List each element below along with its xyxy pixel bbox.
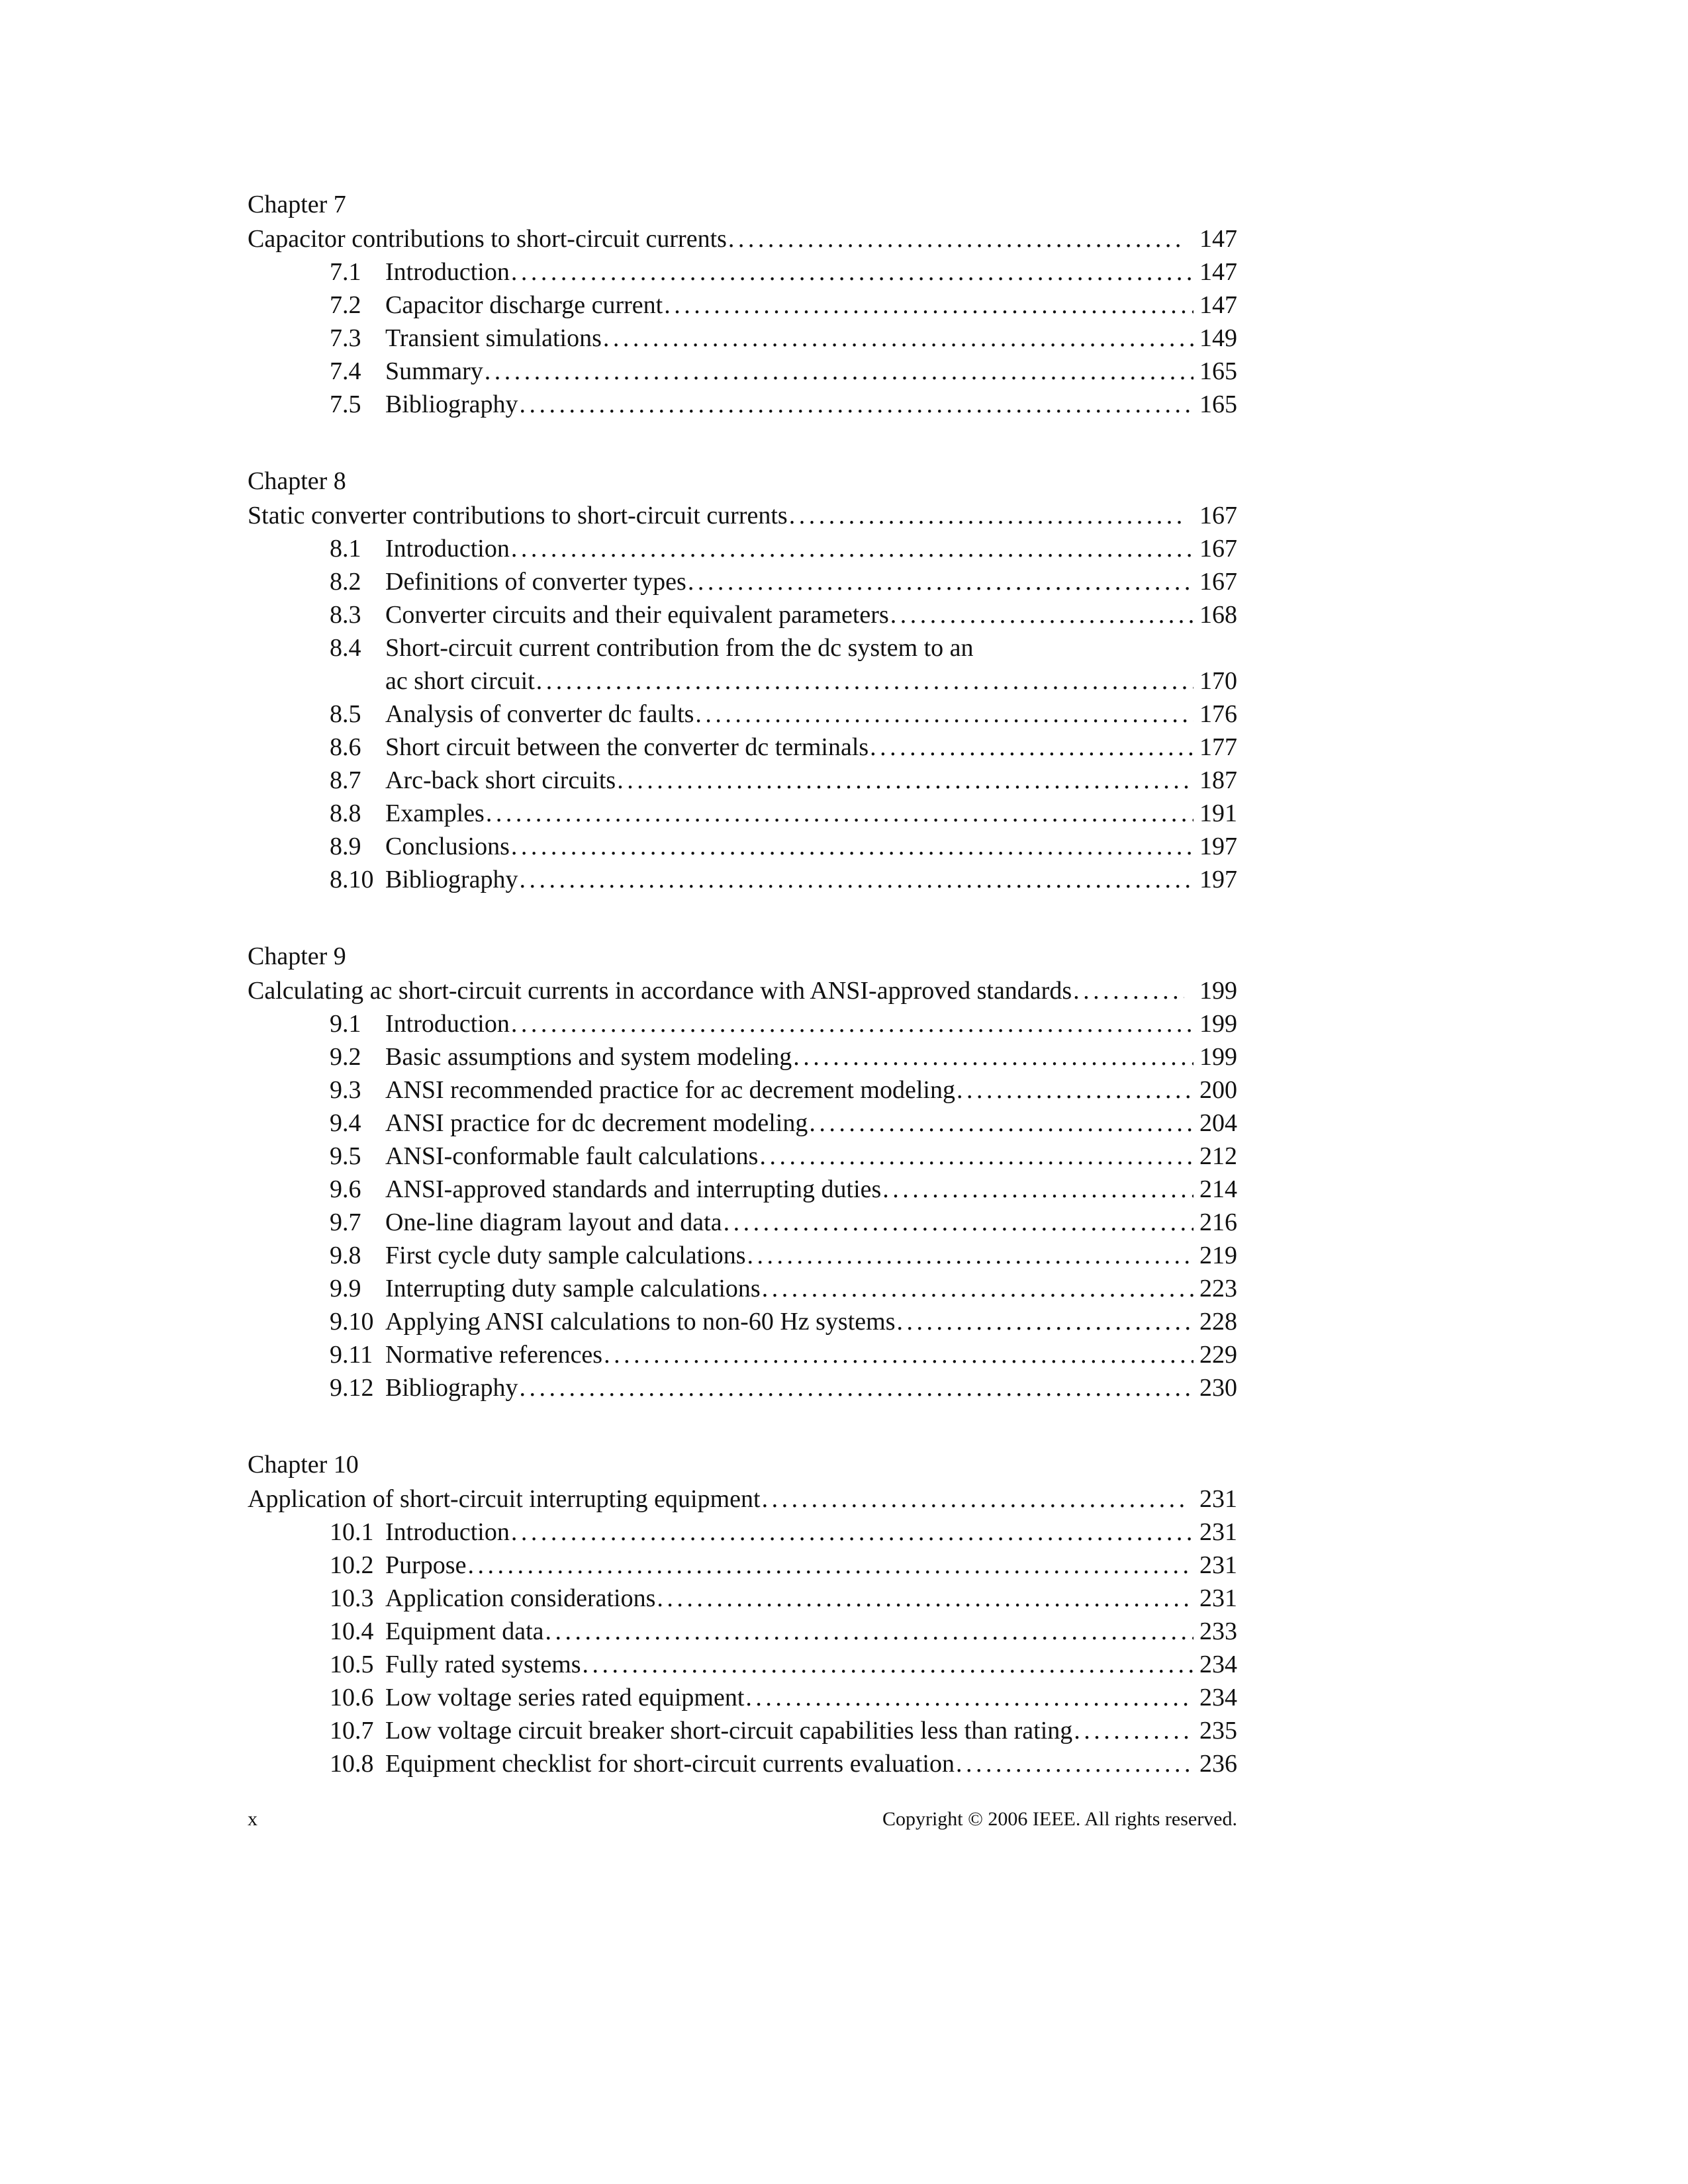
section-number: 10.2	[330, 1551, 374, 1579]
section-number: 7.3	[330, 324, 361, 352]
section-title: Analysis of converter dc faults	[385, 700, 694, 728]
toc-entry[interactable]	[248, 322, 1237, 355]
section-title: ANSI-approved standards and interrupting duties	[385, 1175, 882, 1203]
toc-entry[interactable]	[248, 355, 1237, 388]
page-number: 234	[1199, 1651, 1237, 1678]
section-number: 8.5	[330, 700, 361, 728]
toc-entry[interactable]	[248, 1516, 1237, 1549]
page-number: 197	[1199, 833, 1237, 860]
page-number: 229	[1199, 1341, 1237, 1369]
section-number: 8.2	[330, 568, 361, 596]
page-number: 168	[1199, 601, 1237, 629]
chapter-title-row[interactable]	[248, 499, 1237, 532]
leader-dots	[467, 1549, 1194, 1582]
toc-entry[interactable]	[248, 1272, 1237, 1305]
toc-entry[interactable]	[248, 1107, 1237, 1140]
page-number: 231	[1199, 1518, 1237, 1546]
page-number: 200	[1199, 1076, 1237, 1104]
leader-dots	[870, 731, 1194, 764]
toc-entry[interactable]	[248, 863, 1237, 896]
leader-dots	[511, 532, 1194, 565]
page-number: 231	[1199, 1485, 1237, 1513]
page-number: 234	[1199, 1684, 1237, 1711]
chapter-label: Chapter 10	[248, 1451, 359, 1479]
page-number: 212	[1199, 1142, 1237, 1170]
chapter-8	[248, 463, 1237, 896]
section-number: 9.1	[330, 1010, 361, 1038]
section-number: 10.8	[330, 1750, 374, 1778]
page-number: 199	[1199, 1010, 1237, 1038]
leader-dots	[793, 1040, 1194, 1073]
chapter-title: Calculating ac short-circuit currents in accordance with ANSI-approved standards	[248, 977, 1072, 1005]
section-title: Applying ANSI calculations to non-60 Hz systems	[385, 1308, 896, 1336]
page-number: 176	[1199, 700, 1237, 728]
section-title: Arc-back short circuits	[385, 766, 616, 794]
page-number: 165	[1199, 390, 1237, 418]
section-title: First cycle duty sample calculations	[385, 1242, 746, 1269]
section-number: 10.3	[330, 1584, 374, 1612]
section-title: Normative references	[385, 1341, 603, 1369]
page-number: 236	[1199, 1750, 1237, 1778]
toc-entry[interactable]	[248, 1206, 1237, 1239]
toc-entry[interactable]	[248, 532, 1237, 565]
toc-entry-continuation[interactable]	[248, 664, 1237, 698]
toc-entry[interactable]	[248, 1582, 1237, 1615]
page-number: 230	[1199, 1374, 1237, 1402]
toc-entry-first-line[interactable]	[248, 631, 1237, 664]
table-of-contents	[248, 187, 1237, 1823]
leader-dots	[664, 289, 1194, 322]
page-footer	[248, 1808, 1237, 1837]
toc-entry[interactable]	[248, 731, 1237, 764]
section-number: 10.6	[330, 1684, 374, 1711]
toc-entry[interactable]	[248, 289, 1237, 322]
leader-dots	[657, 1582, 1194, 1615]
section-number: 10.5	[330, 1651, 374, 1678]
toc-entry[interactable]	[248, 1747, 1237, 1780]
page-number: 223	[1199, 1275, 1237, 1302]
section-number: 10.1	[330, 1518, 374, 1546]
section-number: 8.4	[330, 634, 361, 662]
section-number: 10.4	[330, 1617, 374, 1645]
section-number: 9.12	[330, 1374, 374, 1402]
footer-page-number: x	[248, 1808, 258, 1830]
section-title: Fully rated systems	[385, 1651, 581, 1678]
section-number: 8.9	[330, 833, 361, 860]
toc-entry[interactable]	[248, 1305, 1237, 1338]
section-number: 7.5	[330, 390, 361, 418]
leader-dots	[762, 1482, 1184, 1516]
leader-dots	[956, 1747, 1194, 1780]
section-title: Interrupting duty sample calculations	[385, 1275, 761, 1302]
page-number: 197	[1199, 866, 1237, 893]
toc-entry[interactable]	[248, 388, 1237, 421]
leader-dots	[583, 1648, 1194, 1681]
toc-entry[interactable]	[248, 598, 1237, 631]
toc-entry[interactable]	[248, 698, 1237, 731]
leader-dots	[1074, 1714, 1194, 1747]
section-title: Equipment checklist for short-circuit currents evaluation	[385, 1750, 955, 1778]
leader-dots	[520, 863, 1194, 896]
section-title: Purpose	[385, 1551, 467, 1579]
toc-entry[interactable]	[248, 830, 1237, 863]
toc-entry[interactable]	[248, 1714, 1237, 1747]
section-number: 9.2	[330, 1043, 361, 1071]
toc-entry[interactable]	[248, 1073, 1237, 1107]
page-number: 165	[1199, 357, 1237, 385]
page-number: 235	[1199, 1717, 1237, 1745]
leader-dots	[604, 1338, 1194, 1371]
chapter-10	[248, 1447, 1237, 1780]
leader-dots	[759, 1140, 1194, 1173]
leader-dots	[882, 1173, 1194, 1206]
page-number: 199	[1199, 977, 1237, 1005]
section-number: 9.11	[330, 1341, 373, 1369]
toc-entry[interactable]	[248, 255, 1237, 289]
section-number: 7.1	[330, 258, 361, 286]
page-number: 231	[1199, 1584, 1237, 1612]
toc-entry[interactable]	[248, 1648, 1237, 1681]
toc-entry[interactable]	[248, 1681, 1237, 1714]
toc-entry[interactable]	[248, 1371, 1237, 1404]
leader-dots	[536, 664, 1194, 698]
section-number: 8.7	[330, 766, 361, 794]
leader-dots	[957, 1073, 1194, 1107]
chapter-title: Capacitor contributions to short-circuit currents	[248, 225, 727, 253]
toc-entry[interactable]	[248, 797, 1237, 830]
section-title: Low voltage series rated equipment	[385, 1684, 745, 1711]
leader-dots	[728, 222, 1184, 255]
section-title: One-line diagram layout and data	[385, 1208, 722, 1236]
chapter-title-row[interactable]	[248, 1482, 1237, 1516]
section-title: Capacitor discharge current	[385, 291, 663, 319]
page-number: 149	[1199, 324, 1237, 352]
section-number: 9.3	[330, 1076, 361, 1104]
leader-dots	[511, 255, 1194, 289]
page-number: 219	[1199, 1242, 1237, 1269]
page-number: 216	[1199, 1208, 1237, 1236]
leader-dots	[603, 322, 1194, 355]
section-number: 8.1	[330, 535, 361, 563]
toc-entry[interactable]	[248, 1239, 1237, 1272]
section-title: Application considerations	[385, 1584, 656, 1612]
section-title: ANSI-conformable fault calculations	[385, 1142, 759, 1170]
section-title: Definitions of converter types	[385, 568, 686, 596]
page-number: 147	[1199, 225, 1237, 253]
chapter-title-row[interactable]	[248, 974, 1237, 1007]
section-number: 8.8	[330, 799, 361, 827]
leader-dots	[762, 1272, 1194, 1305]
page-number: 231	[1199, 1551, 1237, 1579]
chapter-9	[248, 938, 1237, 1404]
toc-entry[interactable]	[248, 1140, 1237, 1173]
leader-dots	[545, 1615, 1194, 1648]
page-number: 187	[1199, 766, 1237, 794]
section-title: Short-circuit current contribution from the dc system to an	[385, 634, 974, 662]
toc-entry[interactable]	[248, 1007, 1237, 1040]
page-number: 167	[1199, 502, 1237, 529]
section-number: 9.6	[330, 1175, 361, 1203]
page-number: 177	[1199, 733, 1237, 761]
leader-dots	[745, 1681, 1194, 1714]
chapter-title: Static converter contributions to short-circuit currents	[248, 502, 788, 529]
section-number: 8.10	[330, 866, 374, 893]
leader-dots	[511, 830, 1194, 863]
toc-entry[interactable]	[248, 1549, 1237, 1582]
section-title: Summary	[385, 357, 483, 385]
page-number: 199	[1199, 1043, 1237, 1071]
toc-entry[interactable]	[248, 1338, 1237, 1371]
section-title: Transient simulations	[385, 324, 602, 352]
toc-entry[interactable]	[248, 1615, 1237, 1648]
section-title: Introduction	[385, 535, 510, 563]
page-number: 147	[1199, 291, 1237, 319]
section-title: Examples	[385, 799, 485, 827]
page-number: 204	[1199, 1109, 1237, 1137]
page-number: 147	[1199, 258, 1237, 286]
chapter-title-row[interactable]	[248, 222, 1237, 255]
page-number: 228	[1199, 1308, 1237, 1336]
section-number: 9.10	[330, 1308, 374, 1336]
section-title: Bibliography	[385, 866, 518, 893]
section-title: Conclusions	[385, 833, 510, 860]
section-title: Low voltage circuit breaker short-circuit capabilities less than rating	[385, 1717, 1073, 1745]
section-title: Equipment data	[385, 1617, 544, 1645]
footer-copyright: Copyright © 2006 IEEE. All rights reserved.	[882, 1808, 1237, 1830]
leader-dots	[520, 1371, 1194, 1404]
section-number: 10.7	[330, 1717, 374, 1745]
section-number: 7.2	[330, 291, 361, 319]
section-title: Introduction	[385, 258, 510, 286]
leader-dots	[896, 1305, 1194, 1338]
leader-dots	[617, 764, 1194, 797]
page-number: 214	[1199, 1175, 1237, 1203]
toc-entry[interactable]	[248, 1040, 1237, 1073]
chapter-label: Chapter 8	[248, 467, 346, 495]
leader-dots	[789, 499, 1184, 532]
section-title: Short circuit between the converter dc terminals	[385, 733, 869, 761]
leader-dots	[511, 1007, 1194, 1040]
section-number: 9.8	[330, 1242, 361, 1269]
leader-dots	[890, 598, 1194, 631]
leader-dots	[747, 1239, 1194, 1272]
chapter-title: Application of short-circuit interrupting equipment	[248, 1485, 761, 1513]
section-title: Converter circuits and their equivalent parameters	[385, 601, 889, 629]
page-number: 167	[1199, 568, 1237, 596]
chapter-label: Chapter 9	[248, 942, 346, 970]
leader-dots	[724, 1206, 1194, 1239]
section-title: ANSI practice for dc decrement modeling	[385, 1109, 808, 1137]
section-number: 7.4	[330, 357, 361, 385]
section-title-continuation: ac short circuit	[385, 667, 535, 695]
leader-dots	[486, 797, 1194, 830]
leader-dots	[688, 565, 1194, 598]
section-title: Bibliography	[385, 390, 518, 418]
section-title: Introduction	[385, 1010, 510, 1038]
leader-dots	[1073, 974, 1184, 1007]
chapter-label: Chapter 7	[248, 191, 346, 218]
section-number: 8.6	[330, 733, 361, 761]
chapter-7	[248, 187, 1237, 421]
leader-dots	[485, 355, 1194, 388]
leader-dots	[809, 1107, 1194, 1140]
leader-dots	[520, 388, 1194, 421]
section-number: 9.9	[330, 1275, 361, 1302]
section-title: ANSI recommended practice for ac decrement modeling	[385, 1076, 955, 1104]
page-number: 167	[1199, 535, 1237, 563]
section-title: Basic assumptions and system modeling	[385, 1043, 792, 1071]
leader-dots	[695, 698, 1194, 731]
toc-entry[interactable]	[248, 1173, 1237, 1206]
section-number: 9.4	[330, 1109, 361, 1137]
section-number: 9.5	[330, 1142, 361, 1170]
page-number: 233	[1199, 1617, 1237, 1645]
page-number: 191	[1199, 799, 1237, 827]
leader-dots	[511, 1516, 1194, 1549]
section-number: 8.3	[330, 601, 361, 629]
page-number: 170	[1199, 667, 1237, 695]
section-title: Introduction	[385, 1518, 510, 1546]
toc-entry[interactable]	[248, 565, 1237, 598]
section-title: Bibliography	[385, 1374, 518, 1402]
section-number: 9.7	[330, 1208, 361, 1236]
toc-entry[interactable]	[248, 764, 1237, 797]
